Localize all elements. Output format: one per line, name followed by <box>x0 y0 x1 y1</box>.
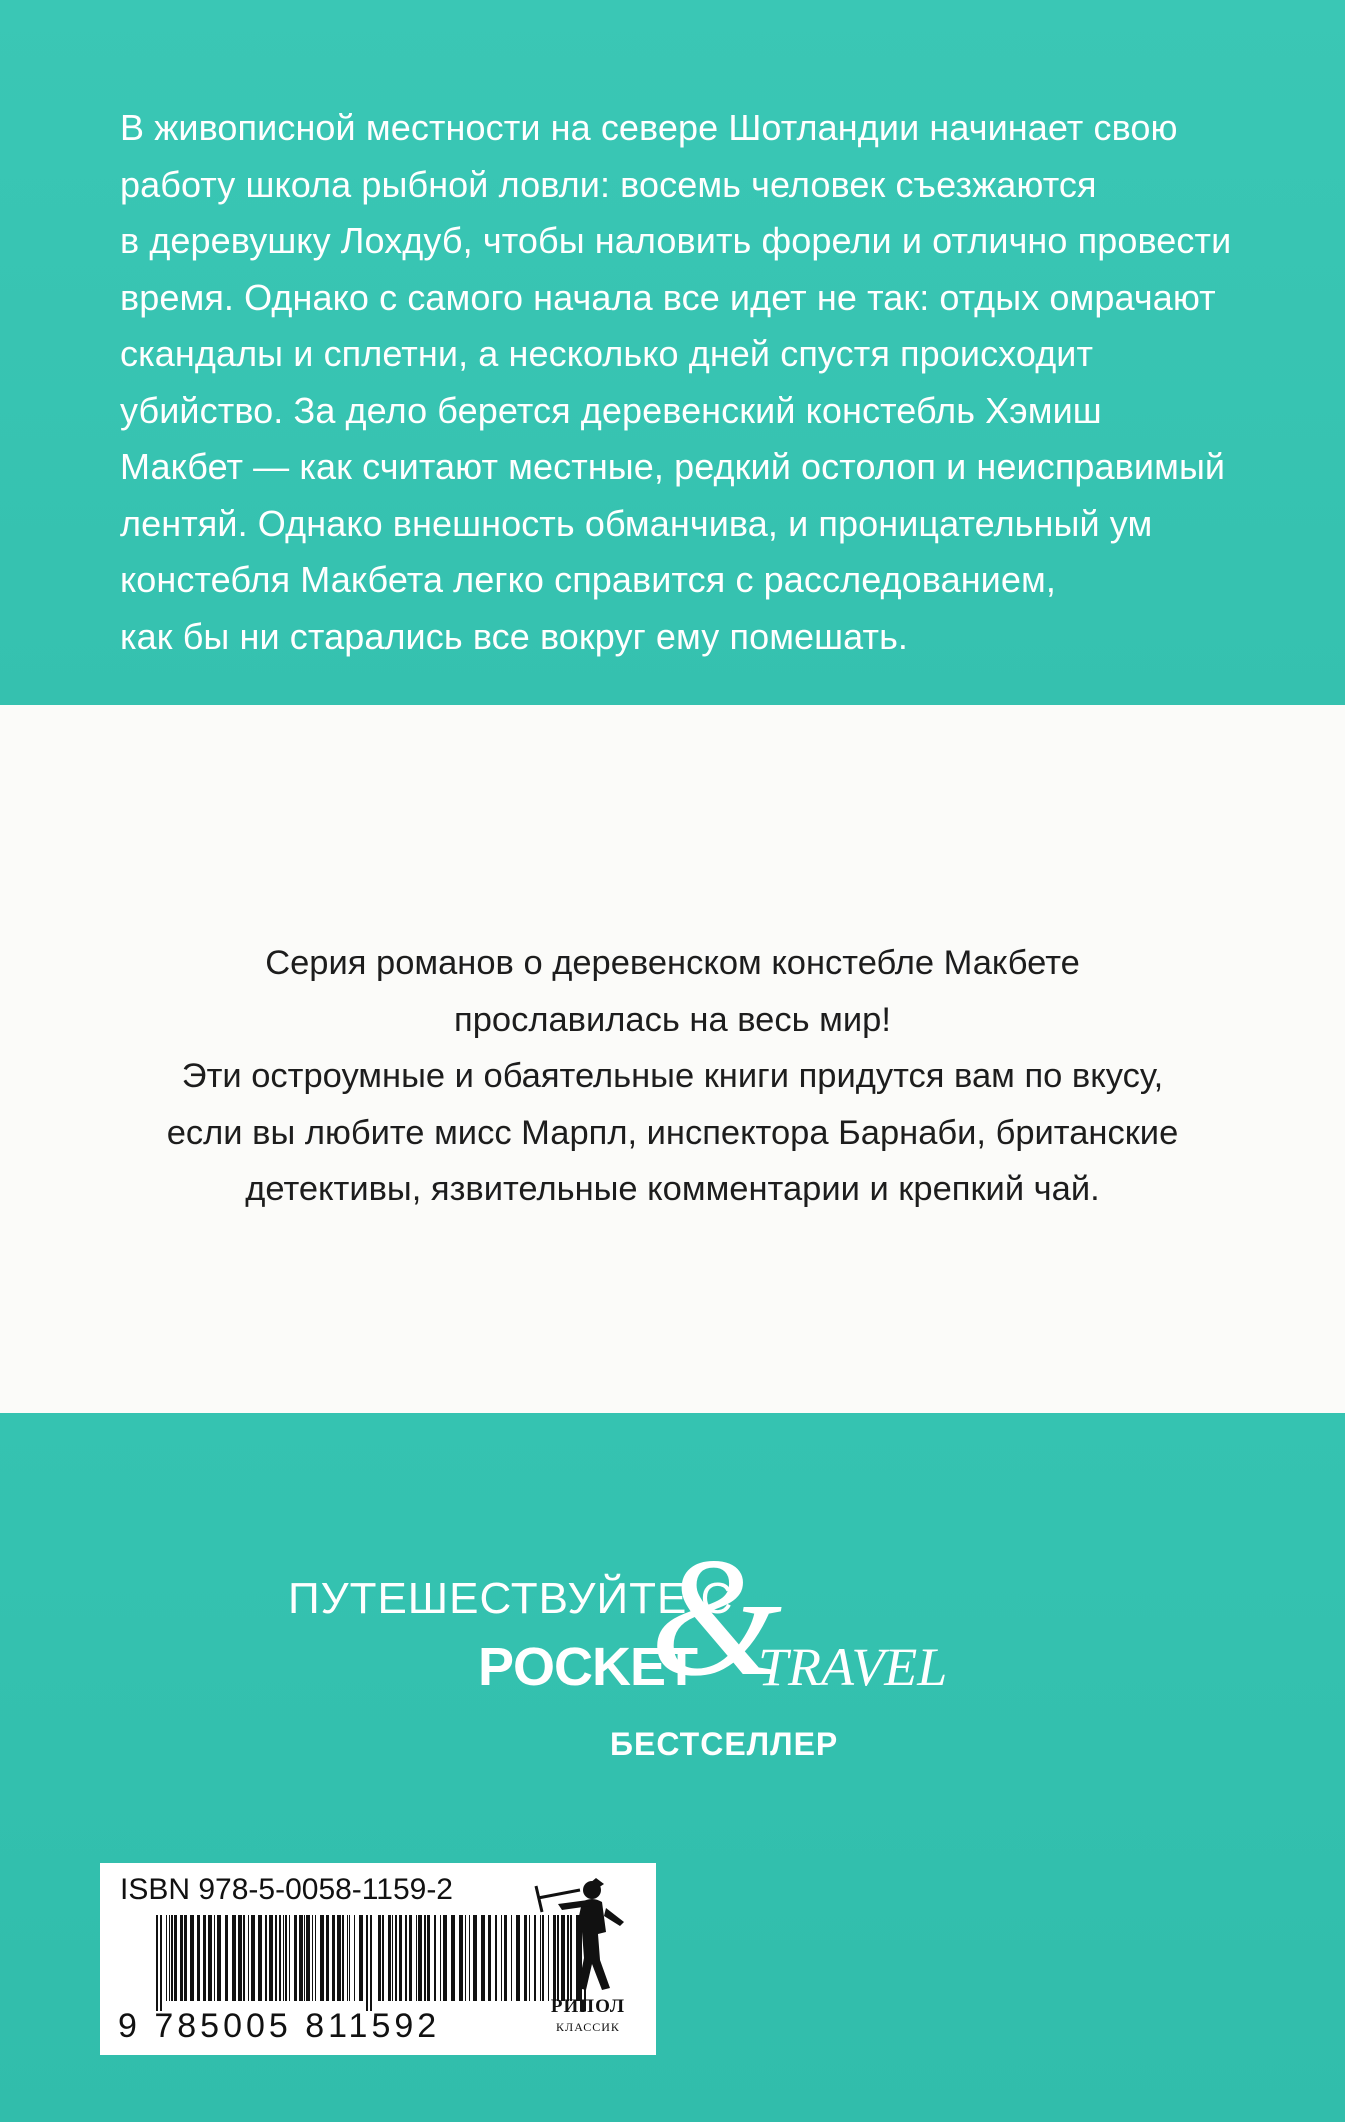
isbn-label: ISBN 978-5-0058-1159-2 <box>120 1873 453 1906</box>
logo-brand-travel: TRAVEL <box>758 1637 948 1697</box>
archer-icon <box>528 1868 648 1996</box>
series-blurb-text: Серия романов о деревенском констебле Макбете прославилась на весь мир! Эти остроумные и обаятельные книги придутся вам по вкусу, если вы любите мисс Марпл, инспектора Барнаби, британские детективы, язвительные комментарии и крепкий чай. <box>166 944 1179 1208</box>
bestseller-badge: БЕСТСЕЛЛЕР <box>610 1726 839 1762</box>
pocket-travel-logo <box>288 1523 1028 1762</box>
synopsis-band <box>0 0 1345 705</box>
logo-brand-pocket: POCKET <box>478 1637 698 1697</box>
logo-tagline: ПУТЕШЕСТВУЙТЕ С <box>288 1574 734 1623</box>
publisher-name: РИПОЛ <box>550 1996 626 2017</box>
barcode-icon <box>152 1915 592 2011</box>
synopsis-text: В живописной местности на севере Шотландии начинает свою работу школа рыбной ловли: восемь человек съезжаются в деревушку Лохдуб, чтобы наловить форели и отлично провести время. Однако с самого начала все идет не так: отдых омрачают скандалы и сплетни, а несколько дней спустя происходит убийство. За дело берется деревенский констебль Хэмиш Макбет — как считают местные, редкий остолоп и неисправимый лентяй. Однако внешность обманчива, и проницательный ум констебля Макбета легко справится с расследованием, как бы ни старались все вокруг ему помешать. <box>120 107 1232 657</box>
barcode-digits: 9 785005 811592 <box>118 2007 441 2045</box>
publisher-logo <box>528 1868 648 2058</box>
publisher-subname: КЛАССИК <box>556 2020 620 2034</box>
ampersand-icon: & <box>650 1523 783 1711</box>
